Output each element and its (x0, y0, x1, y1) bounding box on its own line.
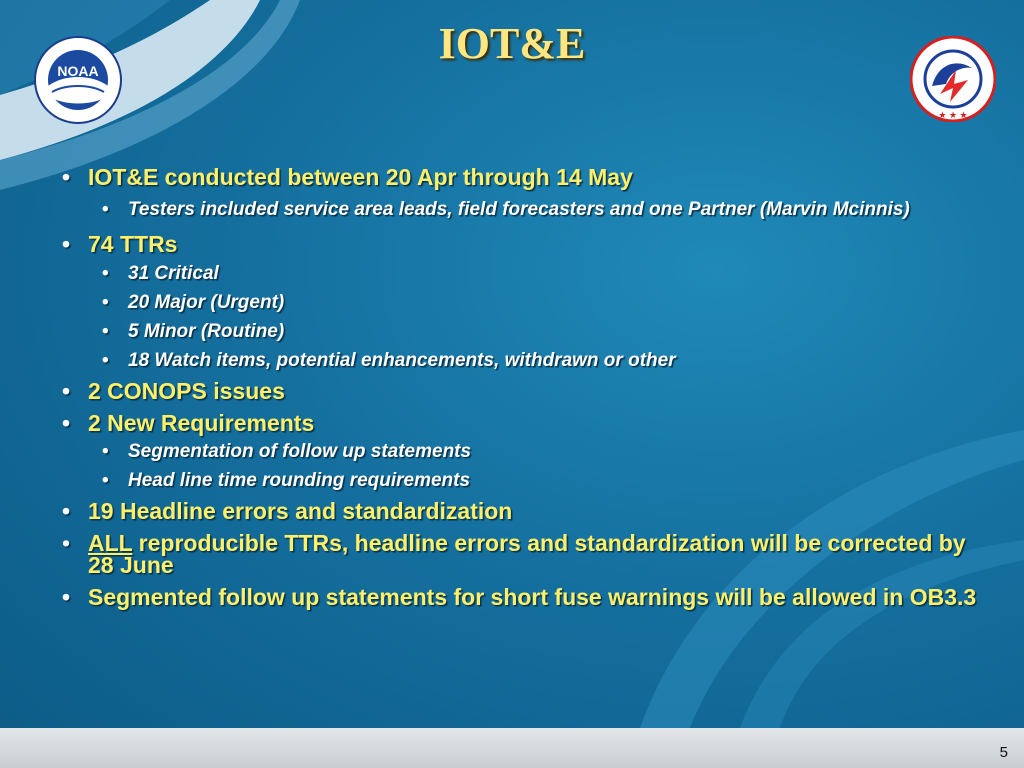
bullet-segmented-follow-up: • Segmented follow up statements for short fuse warnings will be allowed in OB3.3 (58, 586, 988, 608)
all-reproducible-text: reproducible TTRs, headline errors and standardization will be corrected by 28 June (88, 530, 966, 578)
noaa-logo-icon (34, 36, 122, 124)
sub-bullet-headline-rounding: • Head line time rounding requirements (58, 473, 988, 489)
footer-bar (0, 728, 1024, 768)
page-number: 5 (999, 744, 1008, 761)
sub-bullet-segmentation: • Segmentation of follow up statements (58, 444, 988, 460)
sub-bullet-testers: • Testers included service area leads, field forecasters and one Partner (Marvin Mcinnis) (58, 202, 988, 218)
sub-bullet-minor: • 5 Minor (Routine) (58, 324, 988, 340)
nws-logo-icon (910, 36, 996, 122)
svg-text:★ ★ ★: ★ ★ ★ (938, 110, 968, 120)
bullet-all-reproducible (58, 532, 988, 576)
svg-text:NOAA: NOAA (57, 63, 99, 79)
sub-bullet-watch-items: • 18 Watch items, potential enhancements, withdrawn or other (58, 353, 988, 369)
bullet-new-requirements: • 2 New Requirements (58, 412, 988, 434)
bullet-conops: • 2 CONOPS issues (58, 380, 988, 402)
bullet-iote-dates: • IOT&E conducted between 20 Apr through 14 May (58, 166, 988, 188)
slide-title: IOT&E (438, 19, 586, 68)
sub-bullet-major: • 20 Major (Urgent) (58, 295, 988, 311)
bullet-headline-errors: • 19 Headline errors and standardization (58, 500, 988, 522)
sub-bullet-critical: • 31 Critical (58, 266, 988, 282)
all-underlined: ALL (88, 530, 133, 556)
bullet-list (58, 166, 988, 608)
bullet-ttrs: • 74 TTRs (58, 233, 988, 255)
